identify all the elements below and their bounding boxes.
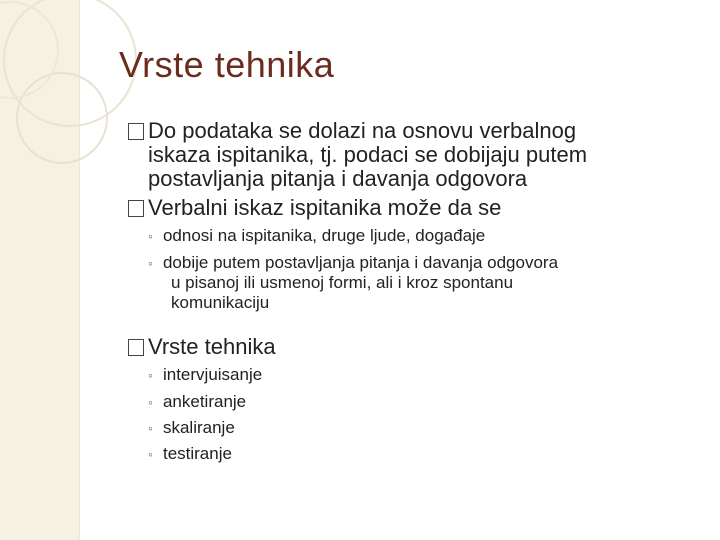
slide-title: Vrste tehnika	[119, 44, 335, 85]
bullet-item	[128, 196, 501, 220]
sub-bullet-text: dobije putem postavljanja pitanja i davanja odgovora	[162, 253, 559, 272]
sub-bullet-text: skaliranje	[162, 418, 235, 437]
square-bullet-icon	[128, 200, 144, 217]
bullet-text-continuation: postavljanja pitanja i davanja odgovora	[148, 166, 528, 191]
bullet-text-continuation: iskaza ispitanika, tj. podaci se dobijaju putem	[148, 142, 588, 167]
square-bullet-icon	[128, 339, 144, 356]
sub-bullet-text: testiranje	[162, 444, 232, 463]
bullet-text: Verbalni iskaz ispitanika može da se	[148, 195, 502, 220]
bullet-text: Vrste tehnika	[148, 334, 276, 359]
sub-bullet-text: intervjuisanje	[162, 365, 263, 384]
sub-bullet-item	[148, 444, 232, 464]
left-decorative-band	[0, 0, 80, 540]
circle-bullet-icon: ◦	[148, 446, 153, 462]
sub-bullet-item	[148, 226, 485, 246]
sub-bullet-continuation: komunikaciju	[171, 293, 270, 312]
circle-bullet-icon: ◦	[148, 394, 153, 410]
circle-bullet-icon: ◦	[148, 255, 153, 271]
circle-bullet-icon: ◦	[148, 228, 153, 244]
sub-bullet-item	[148, 253, 558, 273]
sub-bullet-item	[148, 365, 262, 385]
bullet-item	[128, 119, 576, 143]
sub-bullet-item	[148, 392, 246, 412]
bullet-text: Do podataka se dolazi na osnovu verbalnog	[148, 118, 577, 143]
circle-bullet-icon: ◦	[148, 367, 153, 383]
sub-bullet-text: anketiranje	[162, 392, 247, 411]
circle-bullet-icon: ◦	[148, 420, 153, 436]
bullet-item	[128, 335, 276, 359]
square-bullet-icon	[128, 123, 144, 140]
sub-bullet-item	[148, 418, 235, 438]
sub-bullet-text: odnosi na ispitanika, druge ljude, događaje	[162, 226, 486, 245]
sub-bullet-continuation: u pisanoj ili usmenoj formi, ali i kroz spontanu	[171, 273, 514, 292]
